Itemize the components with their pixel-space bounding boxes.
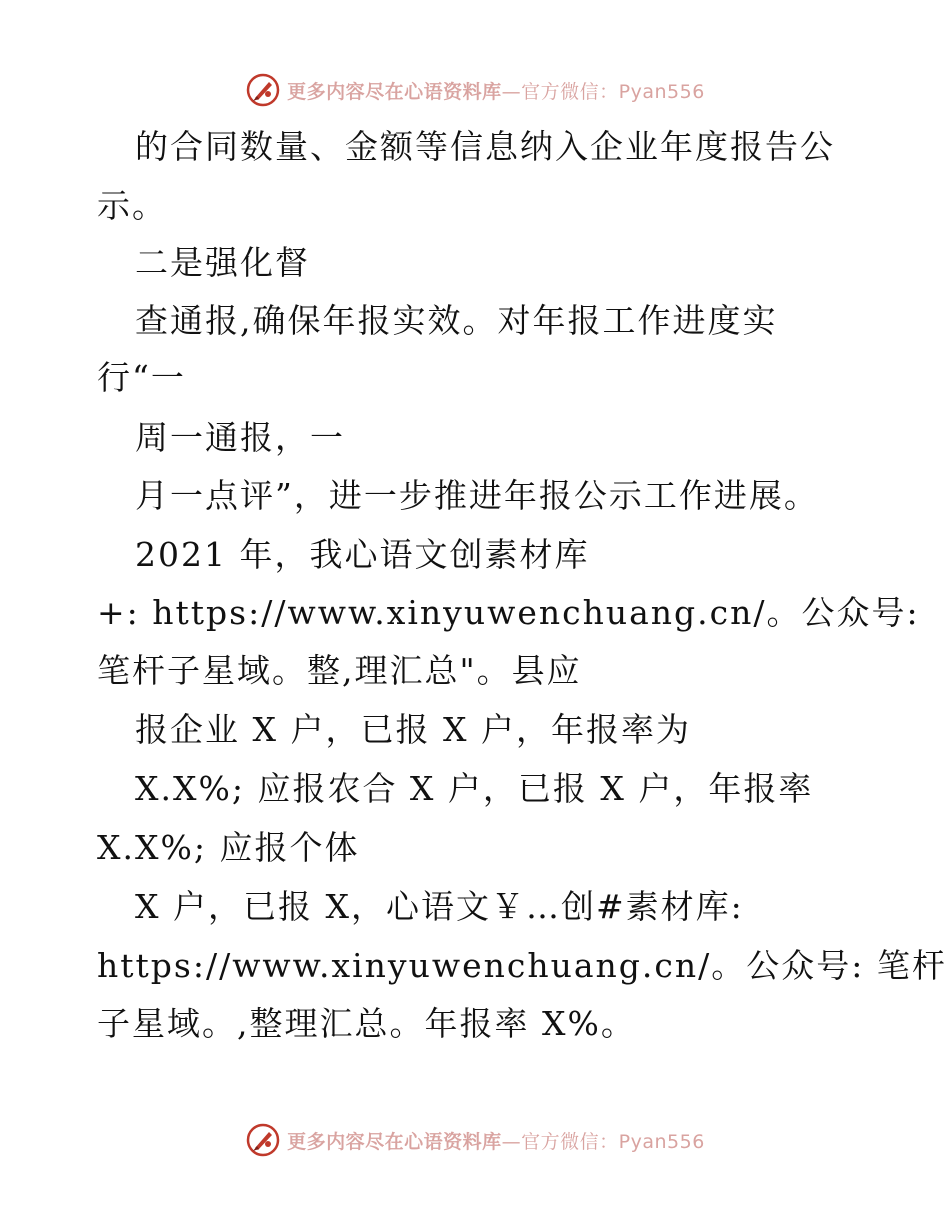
text-line: 的合同数量、金额等信息纳入企业年度报告公 [135,127,835,166]
text-line: X 户，已报 X，心语文￥…创#素材库: [135,887,744,926]
text-line: 笔杆子星域。整,理汇总"。县应 [97,651,582,690]
text-line: 报企业 X 户，已报 X 户，年报率为 [135,710,691,749]
text-line: 子星域。,整理汇总。年报率 X%。 [97,1004,636,1043]
watermark-text: 更多内容尽在心语资料库—官方微信：Pyan556 [287,1130,705,1153]
text-line: X.X%; 应报农合 X 户，已报 X 户，年报率 [135,769,814,808]
text-line: https://www.xinyuwenchuang.cn/。公众号: 笔杆 [97,946,947,985]
text-line: 二是强化督 [135,243,310,282]
watermark-text: 更多内容尽在心语资料库—官方微信：Pyan556 [287,80,705,103]
footer-watermark-banner [0,1120,950,1160]
text-line: 周一通报，一 [135,418,345,457]
text-line: 查通报,确保年报实效。对年报工作进度实 [135,301,778,340]
text-line: 行“一 [97,358,186,397]
text-line: X.X%; 应报个体 [97,828,360,867]
text-line: +: https://www.xinyuwenchuang.cn/。公众号: [97,593,920,632]
text-line: 示。 [97,186,167,225]
text-line: 2021 年，我心语文创素材库 [135,535,590,574]
quill-pen-logo-icon [245,1122,281,1158]
text-line: 月一点评”，进一步推进年报公示工作进展。 [135,476,819,515]
